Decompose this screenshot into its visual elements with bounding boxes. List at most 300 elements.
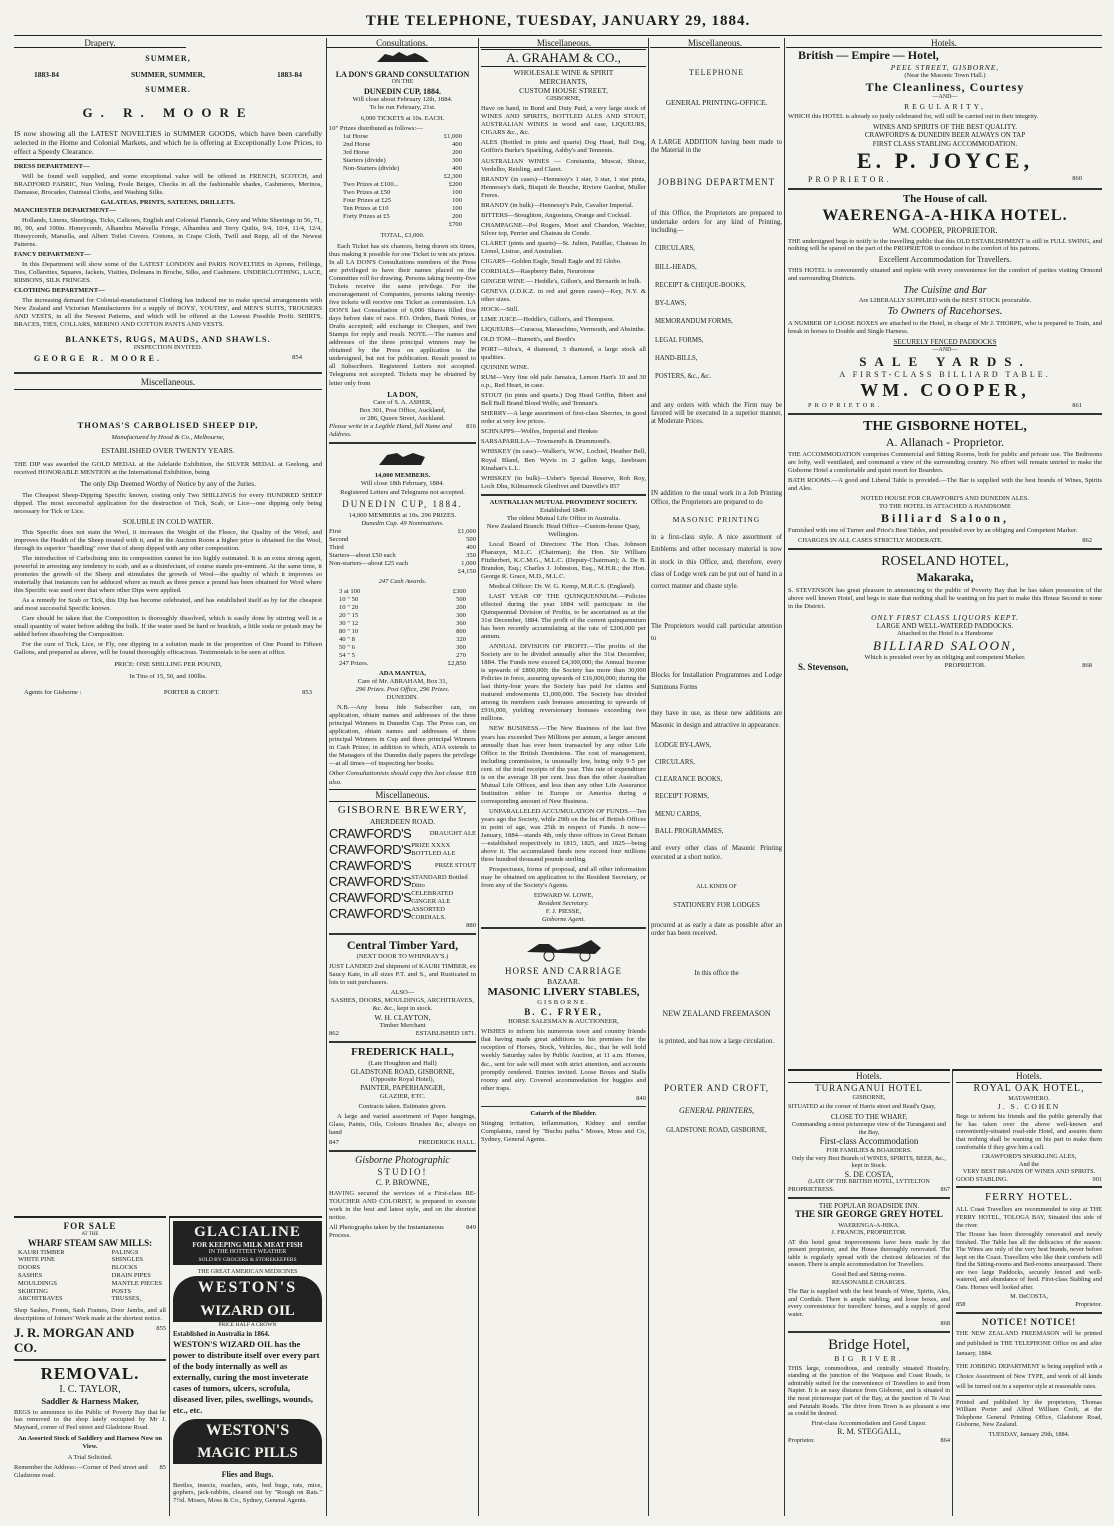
graham-item: PORT—Silva's, 4 diamond, 3 diamond, a large stock all qualities.	[481, 346, 646, 362]
ladon-prize-row	[343, 165, 462, 173]
taylor-trial: A Trial Solicited.	[67, 1453, 113, 1461]
sale-item: DOORS	[18, 1264, 41, 1272]
taylor-text: BEGS to announce to the Public of Poverty Bay that he has removed to the shop lately occupied by Mr J. Maynard, corner of Peel street and Gladstone Road.	[14, 1408, 166, 1432]
hotels-right-subcolumn	[952, 1069, 1102, 1516]
ladon-prize-row-value: £2,300	[443, 172, 462, 180]
gpo-title: GENERAL PRINTING-OFFICE.	[665, 97, 768, 107]
grey-bar: The Bar is supplied with the best brands of Wine, Spirits, Ales, and Cordials. There is ample stabling, and loose boxes, and every convenience for travellers' horses, and a supply of good water.	[788, 1288, 950, 1318]
ad-number: 862	[1082, 537, 1092, 545]
clayton-signature: W. H. CLAYTON,	[374, 1012, 431, 1022]
ad-number: 85	[159, 1464, 166, 1472]
glacialine-ad	[173, 1221, 322, 1265]
lodge-item: CIRCULARS,	[655, 758, 695, 766]
ladon-prize-row-label: Four Prizes at £25	[343, 196, 392, 204]
brewery-list	[329, 826, 476, 922]
brewery-brand: CRAWFORD'S	[329, 873, 412, 889]
ada-total-value: £2,850	[447, 660, 466, 668]
ladon-signature: LA DON,	[387, 389, 418, 399]
manchester-heading: MANCHESTER DEPARTMENT—	[14, 207, 116, 215]
sale-item: POSTS	[111, 1287, 132, 1295]
brewery-product: STANDARD Bottled Ditto	[411, 873, 468, 889]
ladon-close: Will close about February 12th, 1884.	[352, 96, 453, 104]
be-street: PEEL STREET, GISBORNE,	[890, 62, 1000, 72]
decosta-late: (LATE OF THE BRITISH HOTEL, LYTTELTON	[808, 1179, 930, 1186]
ada-prize-row-value: 500	[466, 535, 476, 543]
weston-top: THE GREAT AMERICAN MEDICINES	[197, 1269, 298, 1276]
amp-medical: Medical Officer: Dr. W. G. Kemp, M.R.C.S. (England).	[489, 582, 636, 590]
grey-popular: THE POPULAR ROADSIDE INN.	[818, 1201, 920, 1210]
horse-heading: HORSE AND CARRIAGE	[504, 965, 622, 976]
ladon-prize-table	[329, 133, 476, 229]
hall-opposite: (Opposite Royal Hotel),	[370, 1076, 435, 1084]
moore-summer: SUMMER,	[145, 54, 191, 63]
column-rule	[784, 38, 785, 1516]
tur-families: FOR FAMILIES & BOARDERS.	[826, 1146, 912, 1154]
ada-cash-row-label: 3 at 100	[339, 587, 361, 595]
graham-item: LIQUEURS—Curacoa, Maraschino, Vermouth, and Absinthe.	[481, 326, 646, 334]
graham-item: AUSTRALIAN WINES — Constantia, Muscat, Shiraz, Verdelho, Reisling, and Claret.	[481, 157, 646, 173]
lodge-item: CLEARANCE BOOKS,	[655, 776, 723, 784]
amp-agent-role: Gisborne Agent.	[541, 916, 586, 924]
clayton-role: Timber Merchant	[379, 1022, 426, 1030]
grey-location: WAERENGA-A-HIKA.	[838, 1221, 900, 1229]
ferry-text2: The House has been thoroughly renovated and newly finished. The Table has all the delicacies of the season. The Wines are only of the very best brands, never before kept on the Coast. Travellers who like their comforts will find the Sitting-rooms and Bed-rooms unsurpassed. There are two large Paddocks, securely fenced and well-watered, and abundance of feed. First-class Stabling and Oats. Horses well looked after.	[956, 1231, 1102, 1291]
ada-info: 14,000 MEMBERS at 10s. 296 PRIZES.	[348, 511, 457, 519]
ada-cash-row-value: 200	[456, 603, 466, 611]
ada-cash-row	[339, 604, 466, 612]
brewery-product: ASSORTED CORDIALS.	[411, 905, 446, 921]
ada-cash-row-label: 80 " 10	[339, 627, 359, 635]
blankets: BLANKETS, RUGS, MAUDS, AND SHAWLS.	[65, 333, 271, 344]
hotels-header: Hotels.	[788, 1071, 950, 1083]
hall-late: (Late Houghton and Hall)	[368, 1059, 437, 1067]
ada-cash-row-label: 54 " 5	[339, 652, 355, 660]
royal-and: And the	[1018, 1160, 1040, 1168]
cooper-prop: PROPRIETOR.	[808, 401, 883, 409]
hall-address: GLADSTONE ROAD, GISBORNE,	[350, 1067, 455, 1076]
ad-number: 840	[636, 1094, 646, 1102]
stationery-title: STATIONERY FOR LODGES	[673, 901, 760, 910]
amp-agent: F. J. PIESSE,	[545, 908, 582, 916]
hoc-text: THE undersigned begs to notify to the travelling public that this OLD ESTABLISHMENT is still in FULL SWING, and nothing will be spared on the part of the PROPRIETOR to conduce to the comfort of his patrons.	[788, 237, 1102, 253]
weston-product: WIZARD OIL	[173, 1300, 322, 1322]
glacialine-weather: IN THE HOTTEST WEATHER	[208, 1249, 287, 1256]
moore-signature: GEORGE R. MOORE.	[34, 353, 163, 363]
orders-text: and any orders with which the Firm may be favored will be executed in a superior manner, at Moderate Prices.	[651, 401, 782, 426]
manchester-text: Hollands, Linens, Sheetings, Ticks, Calicoes, English and Colonial Flannels, Grey and White Sheetings in 56, 71, 80, 90, and 100in. Honeycomb, Alhambra Marsella Fringe, Alhambra and Terry Quilts, 9/4, 10/4, 11/4, 12/4, Honeycomb, Marsella, and Albert Toilet Covers. Cretons, in Crape Cloth, Twill and Repp, all of the Newest Patterns.	[14, 217, 322, 249]
fryer-name: B. C. FRYER,	[524, 1007, 603, 1018]
ada-cash-row	[339, 636, 466, 644]
graham-item: WHISKEY (in case)—Walker's, W.W., Lochiel, Heather Bell, Royal Bland, Ben Wyvis in 2 gallon kegs, Jareboam Kinahan's L.L.	[481, 448, 646, 472]
ladon-body: Each Ticket has six chances, being drawn six times, thus making it possible for one Ticket to win six prizes. In all LA DON'S Consultations members of the Press are privileged to have their names placed on the Committee roll for drawing. Persons taking twenty-five Tickets receive the same privilege. For the encouragement of Companies, persons taking twenty-five tickets will receive one Ticket as commission. LA DON'S last Consultation of 6,000 Shares filled five days before date of race. P.O. Orders, Bank Notes, or Drafts accepted; add exchange to Cheques, and two Stamps for reply and result. NOTE.—The names and addresses of the three principal winners may be obtained by the Press on application to the undersigned, but not for publication. Result posted to all Subscribers. Registered Letters not accepted. Telegrams not accepted. Tickets may be obtained by letter only from	[329, 242, 476, 387]
cohen-name: J. S. COHEN	[997, 1102, 1061, 1112]
brewery-item	[329, 890, 476, 906]
procured-text: procured at as early a date as possible after an order has been received.	[651, 921, 782, 938]
ada-city: DUNEDIN.	[386, 694, 419, 702]
timber-est: ESTABLISHED 1871.	[415, 1030, 476, 1038]
decosta-m-name: M. DeCOSTA,	[1010, 1293, 1048, 1301]
hoc-owners: To Owners of Racehorses.	[887, 305, 1003, 318]
sale-item: DRAIN PIPES	[111, 1271, 151, 1279]
sale-mills: WHARF STEAM SAW MILLS:	[27, 1237, 153, 1248]
moore-intro: IS now showing all the LATEST NOVELTIES in SUMMER GOODS, which have been carefully selected in the Home and Colonial Markets, and which he is offering at Exceptionally Low Prices, to effect a Speedy Clearance.	[14, 128, 322, 156]
sale-heading: FOR SALE	[63, 1221, 117, 1231]
print-item: CIRCULARS,	[655, 245, 695, 253]
ladon-prize-row-label: Two Prizes at £50	[343, 188, 391, 196]
ladon-prize-row	[343, 189, 462, 197]
newspaper-page	[14, 10, 1102, 1516]
ad-number: 862	[329, 1030, 339, 1038]
tur-only: Only the very Best Brands of WINES, SPIRITS, BEER, &c., kept in Stock.	[791, 1154, 947, 1170]
ada-cash-row-label: 40 " 8	[339, 635, 355, 643]
column-header: Miscellaneous.	[650, 38, 780, 48]
graham-item: QUININE WINE.	[481, 364, 529, 372]
ad-number: 880	[466, 922, 476, 930]
hall-trade: PAINTER, PAPERHANGER,	[360, 1084, 445, 1093]
brewery-brand: CRAWFORD'S	[329, 857, 412, 873]
be-near: (Near the Masonic Town Hall.)	[904, 71, 986, 79]
ladon-prize-row	[343, 141, 462, 149]
porter-croft: PORTER AND CROFT,	[663, 1082, 770, 1093]
sale-item: KAURI TIMBER	[18, 1248, 65, 1256]
large-addition: A LARGE ADDITION having been made to the Material in the	[651, 138, 782, 155]
gis-attached: TO THE HOTEL IS ATTACHED A HANDSOME	[879, 502, 1011, 510]
ladon-run: To be run February, 21st.	[369, 104, 436, 112]
ada-cash-row-value: 360	[456, 619, 466, 627]
dip-soluble: SOLUBLE IN COLD WATER.	[122, 518, 214, 527]
removal-heading: REMOVAL.	[40, 1363, 140, 1383]
ada-cash-row-label: 20 " 15	[339, 611, 359, 619]
studio-sub: STUDIO!	[377, 1167, 428, 1178]
brewery-heading: GISBORNE BREWERY,	[337, 803, 468, 816]
ladon-prize-row-value: 300	[452, 156, 462, 164]
weston-name: WESTON'S	[173, 1276, 322, 1299]
graham-item: WHISKEY (in bulk)—Usher's Special Reserve, Rob Roy, Loch Dhu, Kilmarnock Glenlivet and Dunville's 857	[481, 474, 646, 490]
weston-price: PRICE HALF A CROWN	[218, 1321, 277, 1328]
dip-maker: Manufactured by Hood & Co., Melbourne,	[111, 433, 225, 441]
glacialine-title: GLACIALINE	[194, 1224, 301, 1240]
graham-intro: Have on hand, in Bond and Duty Paid, a very large stock of WINES AND SPIRITS, BOTTLED ALES AND STOUT, AUSTRALIAN WINES in wood and case, LIQUEURS, CIGARS &c., &c.	[481, 105, 646, 137]
hall-heading: FREDERICK HALL,	[351, 1046, 454, 1059]
ada-prize-row-value: £4,150	[457, 567, 476, 575]
roseland-billiard: BILLIARD SALOON,	[873, 638, 1017, 654]
dip-price: PRICE: ONE SHILLING PER POUND,	[114, 661, 222, 669]
pills-product: MAGIC PILLS	[173, 1442, 322, 1464]
ladon-prize-row-label: 1st Horse	[343, 132, 369, 140]
print-list	[651, 245, 782, 381]
ad-number: 867	[940, 1186, 950, 1194]
column-header: Drapery.	[14, 38, 186, 48]
misc-header: Miscellaneous.	[329, 789, 476, 802]
ada-prize-row-value: 400	[466, 543, 476, 551]
ladon-prize-row	[343, 205, 462, 213]
hall-signature: FREDERICK HALL.	[418, 1138, 476, 1146]
waerenga-heading: WAERENGA-A-HIKA HOTEL.	[822, 207, 1068, 225]
amp-new-business: NEW BUSINESS.—The New Business of the last five years has exceeded Two Millions per annum, a larger amount annually than has ever been transacted by any other Life Office in the British Dominions. The cost of management, including commission, is unusually low, being only 9·5 per cent. of the total receipts of the year. This rate of expenditure is on the average 18 per cent. less than the other Australian Mutual Life Offices, and less than any other Life Assurance Institution either in Europe or America during a corresponding amount of New Business.	[481, 725, 646, 805]
ad-number: 868	[940, 1320, 950, 1328]
graham-item: CIGARS—Golden Eagle, Small Eagle and El Globo.	[481, 257, 622, 265]
ladon-prize-row-label: Forty Prizes at £5	[343, 212, 390, 220]
decosta-role: PROPRIETRESS.	[788, 1186, 835, 1194]
misc-header: Miscellaneous.	[14, 377, 322, 390]
grey-charges: REASONABLE CHARGES.	[831, 1278, 907, 1286]
ada-prize-row	[329, 544, 476, 552]
graham-item: HOCK—Still.	[481, 306, 519, 313]
ladon-prize-row	[343, 197, 462, 205]
horse-bazaar: BAZAAR.	[547, 976, 580, 986]
ad-number: 861	[1072, 401, 1082, 409]
gis-noted: NOTED HOUSE FOR CRAWFORD'S AND DUNEDIN ALES.	[860, 494, 1030, 502]
hotels-left-subcolumn	[788, 1069, 950, 1516]
ada-cash-row-value: 320	[456, 635, 466, 643]
ada-prize-row-value: £1,600	[457, 527, 476, 535]
tur-commanding: Commanding a most picturesque view of the Turanganui and the Bay,	[792, 1121, 946, 1136]
sale-items-right	[112, 1249, 162, 1304]
ada-cash-row	[339, 628, 466, 636]
ada-cash-row-label: 30 " 12	[339, 619, 359, 627]
ladon-prize-row-value: 400	[452, 140, 462, 148]
ada-cash-row-label: 10 " 50	[339, 595, 359, 603]
ada-cash-row	[339, 612, 466, 620]
studio-text: HAVING secured the services of a First-class RE-TOUCHER AND COLORIST, is prepared to execute work in the best and latest style, and on the shortest notice.	[329, 1189, 476, 1221]
decosta-name: S. DE COSTA,	[844, 1169, 894, 1179]
lodge-item: RECEIPT FORMS,	[655, 793, 709, 801]
dress-heading: DRESS DEPARTMENT—	[14, 162, 90, 170]
be-beer: CRAWFORD'S & DUNEDIN BEER ALWAYS ON TAP	[864, 131, 1026, 140]
moore-year: 1883-84	[34, 69, 59, 79]
graham-city: GISBORNE,	[546, 95, 581, 103]
dip-p4: This Specific does not stain the Wool, it increases the Weight of the Fleece, the Quality of the Wool, and improves the Health of the Sheep treated with it, and in the Auction Room a higher price is obtained for the Wool, through its superior "handling" over that of sheep dipped with any other composition.	[14, 528, 322, 552]
graham-column	[481, 48, 646, 1516]
be-which: WHICH this HOTEL is already so justly celebrated for, will still be carried out in their integrity.	[788, 112, 1039, 120]
sale-note: Shop Sashes, Fronts, Sash Frames, Door Jambs, and all descriptions of Joiners' Work made at the shortest notice.	[14, 1307, 166, 1322]
amp-division: ANNUAL DIVISION OF PROFIT.—The profits of the Society are to be divided annually after the 31st December, 1884. The Funds now exceed £4,300,000; the Annual Income is upwards of £800,000; the Society has more than 30,000 Policies in force, assuring upwards of £16,000,000; during the last thirty-four years the Society has paid for claims and matured endowments £1,000,000. The Society has divided among its members cash bonuses amounting to upwards of £916,000, yielding reversionary bonuses exceeding two millions.	[481, 643, 646, 723]
masthead: THE TELEPHONE, TUESDAY, JANUARY 29, 1884.	[365, 13, 751, 29]
ladon-prize-row-value: 100	[452, 196, 462, 204]
ladon-prize-row	[343, 173, 462, 181]
bridge-text: THIS large, commodious, and centrally situated Hostelry, standing at the junction of the Waipaoa and Coast Roads, is admirably suited for the convenience of Travellers to and from Napier. It is an easy distance from Gisborne, and is situated in the most picturesque part of the Bay, at the junction of Te Arai and Patutahi Roads. The drive from Town is as pleasant a one as could be desired.	[788, 1364, 950, 1418]
graham-item: GINGER WINE — Heddle's, Gillon's, and Bernards in bulk.	[481, 277, 642, 285]
ladon-care: Care of S. A. ASHER,	[373, 398, 432, 406]
taylor-stock: An Assorted Stock of Saddlery and Harness Now on View.	[17, 1434, 163, 1450]
ada-nominations: Dunedin Cup. 49 Nominations.	[361, 519, 444, 527]
horse-stables: MASONIC LIVERY STABLES,	[487, 985, 640, 998]
roseland-only: ONLY FIRST CLASS LIQUORS KEPT.	[871, 612, 1019, 622]
amp-heading: AUSTRALIAN MUTUAL PROVIDENT SOCIETY.	[489, 498, 638, 506]
ada-cash-row-value: £300	[452, 587, 466, 595]
ladon-prize-row-label: 3rd Horse	[343, 148, 370, 156]
graham-item: GENEVA (J.D.K.Z. in red and green cases)—Key, N.Y. & other sizes.	[481, 287, 646, 303]
dip-p1: THE DIP was awarded the GOLD MEDAL at the Adelaide Exhibition, the SILVER MEDAL at Geelong, and received HONORABLE MENTION at the International Exhibition, being	[14, 461, 322, 477]
they-text: they have in use, as these new additions are Masonic in design and attractive in appearance.	[651, 710, 782, 730]
ada-prize-row	[329, 528, 476, 536]
stevenson-role: PROPRIETOR.	[944, 662, 986, 670]
ferry-heading: FERRY HOTEL.	[985, 1191, 1073, 1204]
masonic-title: MASONIC PRINTING	[672, 514, 761, 524]
ada-prize-row	[329, 560, 476, 568]
ada-cash-row-value: 800	[456, 627, 466, 635]
brewery-product: CELEBRATED GINGER ALE	[411, 889, 454, 905]
brewery-item	[329, 906, 476, 922]
brewery-item	[329, 842, 476, 858]
steggall-name: R. M. STEGGALL,	[837, 1427, 901, 1437]
studio-heading: Gisborne Photographic	[355, 1154, 450, 1166]
graham-item: SARSAPARILLA—Townsend's & Drummond's.	[481, 438, 612, 446]
hoc-fenced: SECURELY FENCED PADDOCKS	[893, 338, 997, 347]
horse-city: GISBORNE.	[537, 999, 590, 1007]
notice-text2: THE JOBBING DEPARTMENT is being supplied with a Choice Assortment of New TYPE, and work of all kinds will be turned out in a superior style at reasonable rates.	[956, 1362, 1102, 1390]
kinds-text: ALL KINDS OF	[696, 883, 737, 890]
dress-text: Will be found well supplied, and some exceptional value will be offered in FRENCH, SCOTCH, and BRADFORD FABRIC, Nun Veiling, Foule Beiges, Checks in all the fashionable shades, Cashmeres, Merinos, Damasse, Brocades, Oatmeal Cloths, and Washing Silks.	[14, 172, 322, 197]
bridge-location: BIG RIVER.	[834, 1353, 904, 1363]
turanganui-heading: TURANGANUI HOTEL	[815, 1082, 923, 1093]
weston-text: WESTON'S WIZARD OIL has the power to distribute itself over every part of the body internally as well as externally, curing the most inveterate cases of tumors, ulcers, scrofula, diseased liver, piles, swellings, wounds, etc., etc.	[173, 1338, 320, 1415]
ladon-prize-row-label: Ten Prizes at £10	[343, 204, 389, 212]
horse-text: WISHES to inform his numerous town and country friends that having made great additions to his premises for the reception of Horses, Stock, Vehicles, &c., that he will hold weekly Saturday sales by Public Auction, at 11 a.m. Horses, &c., sent for sale will meet with strict attention, and accounts promptly rendered. Entries invited. Loose Boxes and Stalls roomy and airy. Covered accommodation for buggies and other traps.	[481, 1028, 646, 1092]
printed-text: is printed, and has now a large circulation.	[658, 1038, 775, 1046]
sale-item: SKIRTING	[18, 1287, 48, 1295]
amp-role: Resident Secretary.	[538, 900, 589, 908]
column-header: Consultations.	[326, 38, 478, 48]
brewery-road: ABERDEEN ROAD.	[370, 816, 435, 826]
print-item: BY-LAWS,	[655, 300, 687, 308]
medicine-column	[169, 1216, 322, 1516]
brewery-product: DRAUGHT ALE	[429, 829, 476, 837]
blocks-text: Blocks for Installation Programmes and Lodge Summons Forms	[651, 671, 782, 691]
sale-item: SASHES	[18, 1271, 43, 1279]
ada-close: Will close 18th February, 1884.	[360, 480, 445, 488]
hoc-cuisine: The Cuisine and Bar	[903, 284, 987, 296]
graham-item: SCHNAPPS—Wolfes, Imperial and Henkes	[481, 428, 598, 436]
grey-heading: THE SIR GEORGE GREY HOTEL	[795, 1210, 943, 1221]
imprint-date: TUESDAY, January 29th, 1884.	[988, 1430, 1070, 1438]
ada-prize-row-label: First	[329, 527, 342, 535]
racehorse-icon	[329, 447, 476, 473]
stevenson-name: S. Stevenson,	[798, 662, 849, 673]
dip-p6: As a remedy for Scab or Tick, this Dip has become celebrated, and has established itself as by far the cheapest and most successful Specific known.	[14, 597, 322, 613]
ad-number: 853	[302, 689, 312, 697]
call-text: The Proprietors would call particular attention to	[651, 623, 782, 643]
ladon-prize-row	[343, 157, 462, 165]
print-item: HAND-BILLS,	[655, 354, 698, 362]
ada-prize-row-label: Starters—about £50 each	[329, 551, 396, 559]
fancy-heading: FANCY DEPARTMENT—	[14, 251, 91, 259]
tur-close: CLOSE TO THE WHARF,	[830, 1112, 908, 1121]
ad-number: 901	[1092, 1175, 1102, 1183]
ladon-tickets: 6,000 TICKETS at 10s. EACH.	[360, 114, 445, 122]
masthead-rule	[14, 35, 1102, 36]
ladon-prize-row-label: Starters (divide)	[343, 156, 386, 164]
graham-heading: A. GRAHAM & CO.,	[481, 49, 646, 67]
brewery-brand: CRAWFORD'S	[329, 906, 412, 922]
royal-good: GOOD STABLING.	[956, 1175, 1008, 1183]
grey-beds: Good Bed and Sitting-rooms.	[831, 1271, 907, 1278]
moore-year: 1883-84	[276, 69, 302, 79]
ada-cash-row-value: 500	[456, 595, 466, 603]
ladon-prize-row	[343, 213, 462, 221]
be-wines: WINES AND SPIRITS OF THE BEST QUALITY.	[872, 122, 1018, 131]
fancy-text: In this Department will show some of the LATEST LONDON and PARIS NOVELTIES in Aprons, Frillings, Ties, Collarettes, Squares, Jackets, Visittes, Dolmans in Broche, Silks, and Cashmere. UNDERCLOTHING, LACE, RIBBONS, SILK FRINGES.	[14, 261, 322, 285]
ladon-prize-row	[343, 181, 462, 189]
timber-text: JUST LANDED 2nd shipment of KAURI TIMBER, ex Saucy Kate, in all sizes P.T. and S., and Rusticated in lots to suit purchasers.	[329, 962, 476, 986]
ada-cash-row-value: 300	[456, 611, 466, 619]
ladon-prize-row-label: Two Prizes at £100...	[343, 180, 399, 188]
ad-number: 864	[940, 1436, 950, 1444]
ada-cash-row	[339, 644, 466, 652]
ad-number: 855	[156, 1324, 166, 1332]
ladon-prize-row-label: 2nd Horse	[343, 140, 371, 148]
brewery-item	[329, 874, 476, 890]
brewery-brand: CRAWFORD'S	[329, 826, 412, 842]
graham-merchants: MERCHANTS,	[539, 77, 588, 86]
catarrh-heading: Catarrh of the Bladder.	[530, 1109, 597, 1117]
hoc-supplied: Are LIBERALLY SUPPLIED with the BEST STOCK procurable.	[858, 297, 1032, 305]
masonic-text: in a first-class style. A nice assortment of Emblems and other necessary material is now in stock in this Office, and, therefore, every class of Lodge work can be put out of hand in a correct manner and chaste style.	[651, 534, 782, 590]
ada-other: Other Consultationists should copy this last clause also.	[329, 770, 464, 786]
roseland-which: Which is presided over by an obliging and competent Marker.	[864, 654, 1026, 662]
ladon-prize-row-value: £1,000	[443, 132, 462, 140]
amp-est: Established 1849.	[540, 506, 587, 514]
gis-furnished: Furnished with one of Turner and Price's Best Tables, and presided over by an obliging and Competent Marker.	[788, 527, 1078, 535]
ada-prize-row-label: Second	[329, 535, 349, 543]
ladon-prize-row-value: £200	[448, 180, 462, 188]
fryer-role: HORSE SALESMAN & AUCTIONEER,	[508, 1018, 619, 1026]
flies-heading: Flies and Bugs.	[221, 1470, 274, 1480]
glacialine-sold: SOLD BY GROCERS & STOREKEEPERS	[198, 1256, 297, 1263]
catarrh-text: Stinging irritation, inflammation, Kidney and similar Complaints, cured by "Buchu paiba." Moses, Moss and Co, Sydney, General Agents.	[481, 1119, 646, 1143]
royal-text: Begs to inform his friends and the public generally that he has taken over the above well-known and conveniently-situated road-side Hotel, and assures them that nothing shall be wanting on his part to make them comfortable if they give him a call.	[956, 1113, 1102, 1151]
gis-charges: CHARGES IN ALL CASES STRICTLY MODERATE.	[798, 537, 943, 545]
roseland-location: Makaraka,	[916, 570, 974, 585]
freemason-title: NEW ZEALAND FREEMASON	[662, 1008, 771, 1018]
browne-name: C. P. BROWNE,	[375, 1177, 430, 1187]
cooper-name: WM. COOPER,	[860, 379, 1030, 400]
british-empire-heading: British — Empire — Hotel,	[798, 48, 939, 62]
printers-address: GLADSTONE ROAD, GISBORNE,	[666, 1127, 767, 1135]
graham-address: CUSTOM HOUSE STREET,	[519, 86, 608, 96]
moore-summer2: SUMMER, SUMMER,	[131, 69, 205, 79]
tur-text: SITUATED at the corner of Harris street and Read's Quay,	[788, 1103, 936, 1111]
lodge-item: LODGE BY-LAWS,	[655, 741, 712, 749]
ad-number: 858	[956, 1301, 966, 1309]
brewery-product: PRIZE XXXX BOTTLED ALE	[411, 841, 456, 857]
moore-name: G. R. MOORE	[82, 104, 254, 120]
be-and: —AND—	[932, 94, 958, 101]
timber-list: SASHES, DOORS, MOULDINGS, ARCHITRAVES, &c. &c., kept in stock.	[331, 996, 474, 1012]
ladon-prize-row	[343, 221, 462, 229]
ada-cash-row	[339, 596, 466, 604]
ada-prize-row	[329, 536, 476, 544]
glacialine-sub: FOR KEEPING MILK MEAT FISH	[192, 1241, 303, 1249]
column-header: Hotels.	[786, 38, 1102, 48]
sale-item: WHITE PINE	[18, 1256, 56, 1264]
dip-agent-name: PORTER & CROFT.	[163, 689, 220, 697]
taylor-name: I. C. TAYLOR,	[59, 1384, 121, 1396]
amp-last-year: LAST YEAR OF THE QUINQUENNIUM.—Policies effected during the year 1884 will participate in the Quinquennial Division of Profits, to be ascertained as at the 31st December, 1884. The profit of the current quinquennium has been recently accumulating at the rate of £200,000 per annum.	[481, 592, 646, 641]
ada-cash-row	[339, 620, 466, 628]
hotels-header: Hotels.	[956, 1071, 1102, 1083]
ada-signature: ADA MANTUA,	[379, 670, 426, 678]
inthis-text: In this office the	[694, 970, 739, 978]
ladon-prize-row-value: 100	[452, 204, 462, 212]
grey-text: AT this hotel great improvements have been made by the present proprietor, and the House thoroughly renovated. The table is regularly spread with the choicest delicacies of the season. There is ample accommodation for Travellers.	[788, 1238, 950, 1269]
graham-item: BRANDY (in cases)—Hennessy's 1 star, 3 star, 1 star pints, Hennessy's dark, Bisquit de Bouche, Riviere Gardrat, Muller Freres.	[481, 175, 646, 199]
ada-prize-row-label: Third	[329, 543, 344, 551]
brewery-brand: CRAWFORD'S	[329, 842, 412, 858]
amp-nz: New Zealand Branch: Head Office—Custom-house Quay, Wellington.	[486, 522, 641, 538]
column-rule	[648, 38, 649, 1516]
weston-est: Established in Australia in 1864.	[173, 1330, 270, 1339]
